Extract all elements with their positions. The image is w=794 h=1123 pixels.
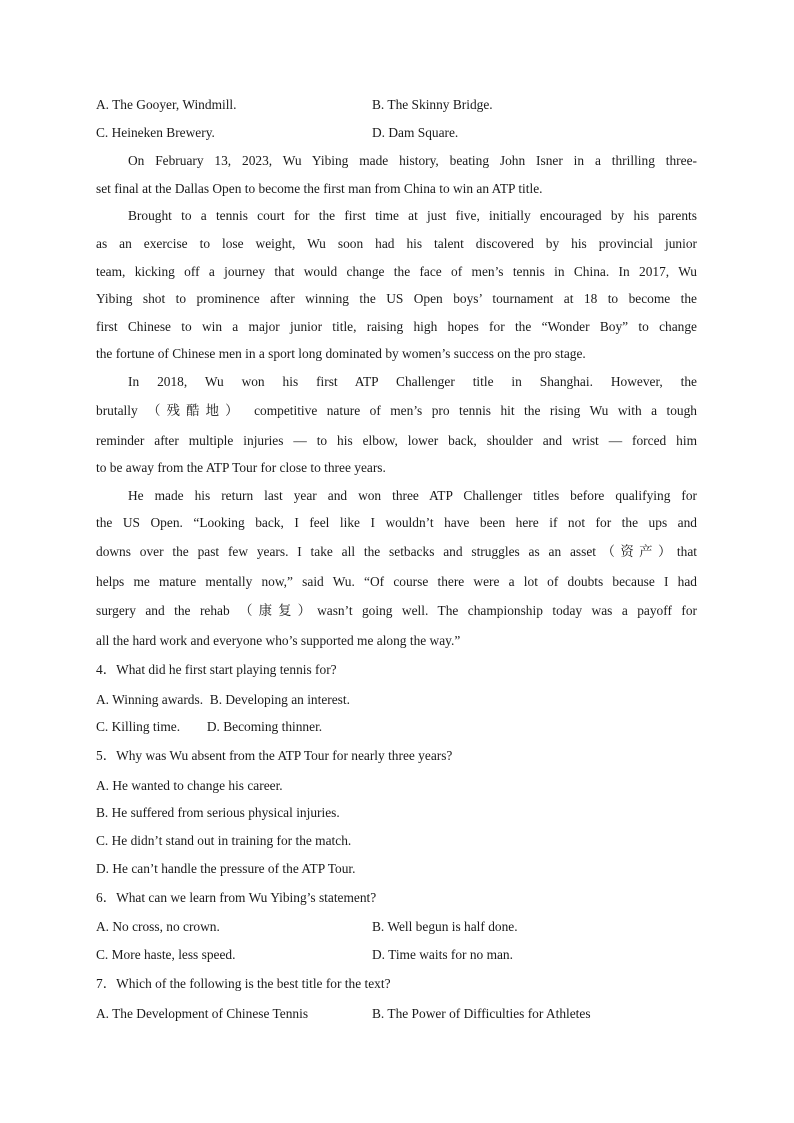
q5-option-b: B. He suffered from serious physical injuries. <box>96 805 340 820</box>
q7-stem: 7．Which of the following is the best title for the text? <box>96 976 391 991</box>
passage-p4-line: helps me mature mentally now,” said Wu. “Of course there were a lot of doubts because I had <box>96 574 697 589</box>
q6-option-a: A. No cross, no crown. <box>96 919 220 934</box>
passage-p1-line: On February 13, 2023, Wu Yibing made history, beating John Isner in a thrilling three- <box>128 153 697 168</box>
q3-option-a: A. The Gooyer, Windmill. <box>96 97 237 112</box>
q3-option-c: C. Heineken Brewery. <box>96 125 215 140</box>
passage-p3-line: to be away from the ATP Tour for close to three years. <box>96 460 386 475</box>
passage-p3-line: reminder after multiple injuries — to his elbow, lower back, shoulder and wrist — forced him <box>96 433 697 448</box>
passage-p2-line: team, kicking off a journey that would change the face of men’s tennis in China. In 2017, Wu <box>96 264 697 279</box>
passage-p4-line: the US Open. “Looking back, I feel like I wouldn’t have been here if not for the ups and <box>96 515 697 530</box>
passage-p2-line: first Chinese to win a major junior title, raising high hopes for the “Wonder Boy” to change <box>96 319 697 334</box>
passage-p2-line: as an exercise to lose weight, Wu soon had his talent discovered by his provincial junior <box>96 236 697 251</box>
passage-p2-line: Yibing shot to prominence after winning the US Open boys’ tournament at 18 to become the <box>96 291 697 306</box>
q5-option-d: D. He can’t handle the pressure of the ATP Tour. <box>96 861 356 876</box>
passage-p3-line: brutally （残酷地） competitive nature of men’s pro tennis hit the rising Wu with a tough <box>96 403 697 418</box>
passage-p1-line: set final at the Dallas Open to become the first man from China to win an ATP title. <box>96 181 543 196</box>
q7-option-b: B. The Power of Difficulties for Athletes <box>372 1006 591 1021</box>
q5-stem: 5．Why was Wu absent from the ATP Tour for nearly three years? <box>96 748 453 763</box>
passage-p3-line: In 2018, Wu won his first ATP Challenger title in Shanghai. However, the <box>128 374 697 389</box>
q3-option-d: D. Dam Square. <box>372 125 459 140</box>
q4-stem: 4．What did he first start playing tennis for? <box>96 662 337 677</box>
q3-option-b: B. The Skinny Bridge. <box>372 97 493 112</box>
passage-p4-line: all the hard work and everyone who’s supported me along the way.” <box>96 633 461 648</box>
passage-p4-line: He made his return last year and won three ATP Challenger titles before qualifying for <box>128 488 697 503</box>
passage-p2-line: the fortune of Chinese men in a sport long dominated by women’s success on the pro stage. <box>96 346 586 361</box>
q6-option-c: C. More haste, less speed. <box>96 947 236 962</box>
q7-option-a: A. The Development of Chinese Tennis <box>96 1006 309 1021</box>
passage-p4-line: surgery and the rehab （康复）wasn’t going well. The championship today was a payoff for <box>96 603 697 618</box>
q5-option-c: C. He didn’t stand out in training for the match. <box>96 833 352 848</box>
passage-p2-line: Brought to a tennis court for the first time at just five, initially encouraged by his parents <box>128 208 697 223</box>
q6-option-d: D. Time waits for no man. <box>372 947 513 962</box>
passage-p4-line: downs over the past few years. I take all the setbacks and struggles as an asset（资产）that <box>96 544 697 559</box>
q6-option-b: B. Well begun is half done. <box>372 919 518 934</box>
q4-options-cd: C. Killing time. D. Becoming thinner. <box>96 719 323 734</box>
q6-stem: 6．What can we learn from Wu Yibing’s statement? <box>96 890 377 905</box>
q5-option-a: A. He wanted to change his career. <box>96 778 283 793</box>
q4-options-ab: A. Winning awards. B. Developing an interest. <box>96 692 350 707</box>
